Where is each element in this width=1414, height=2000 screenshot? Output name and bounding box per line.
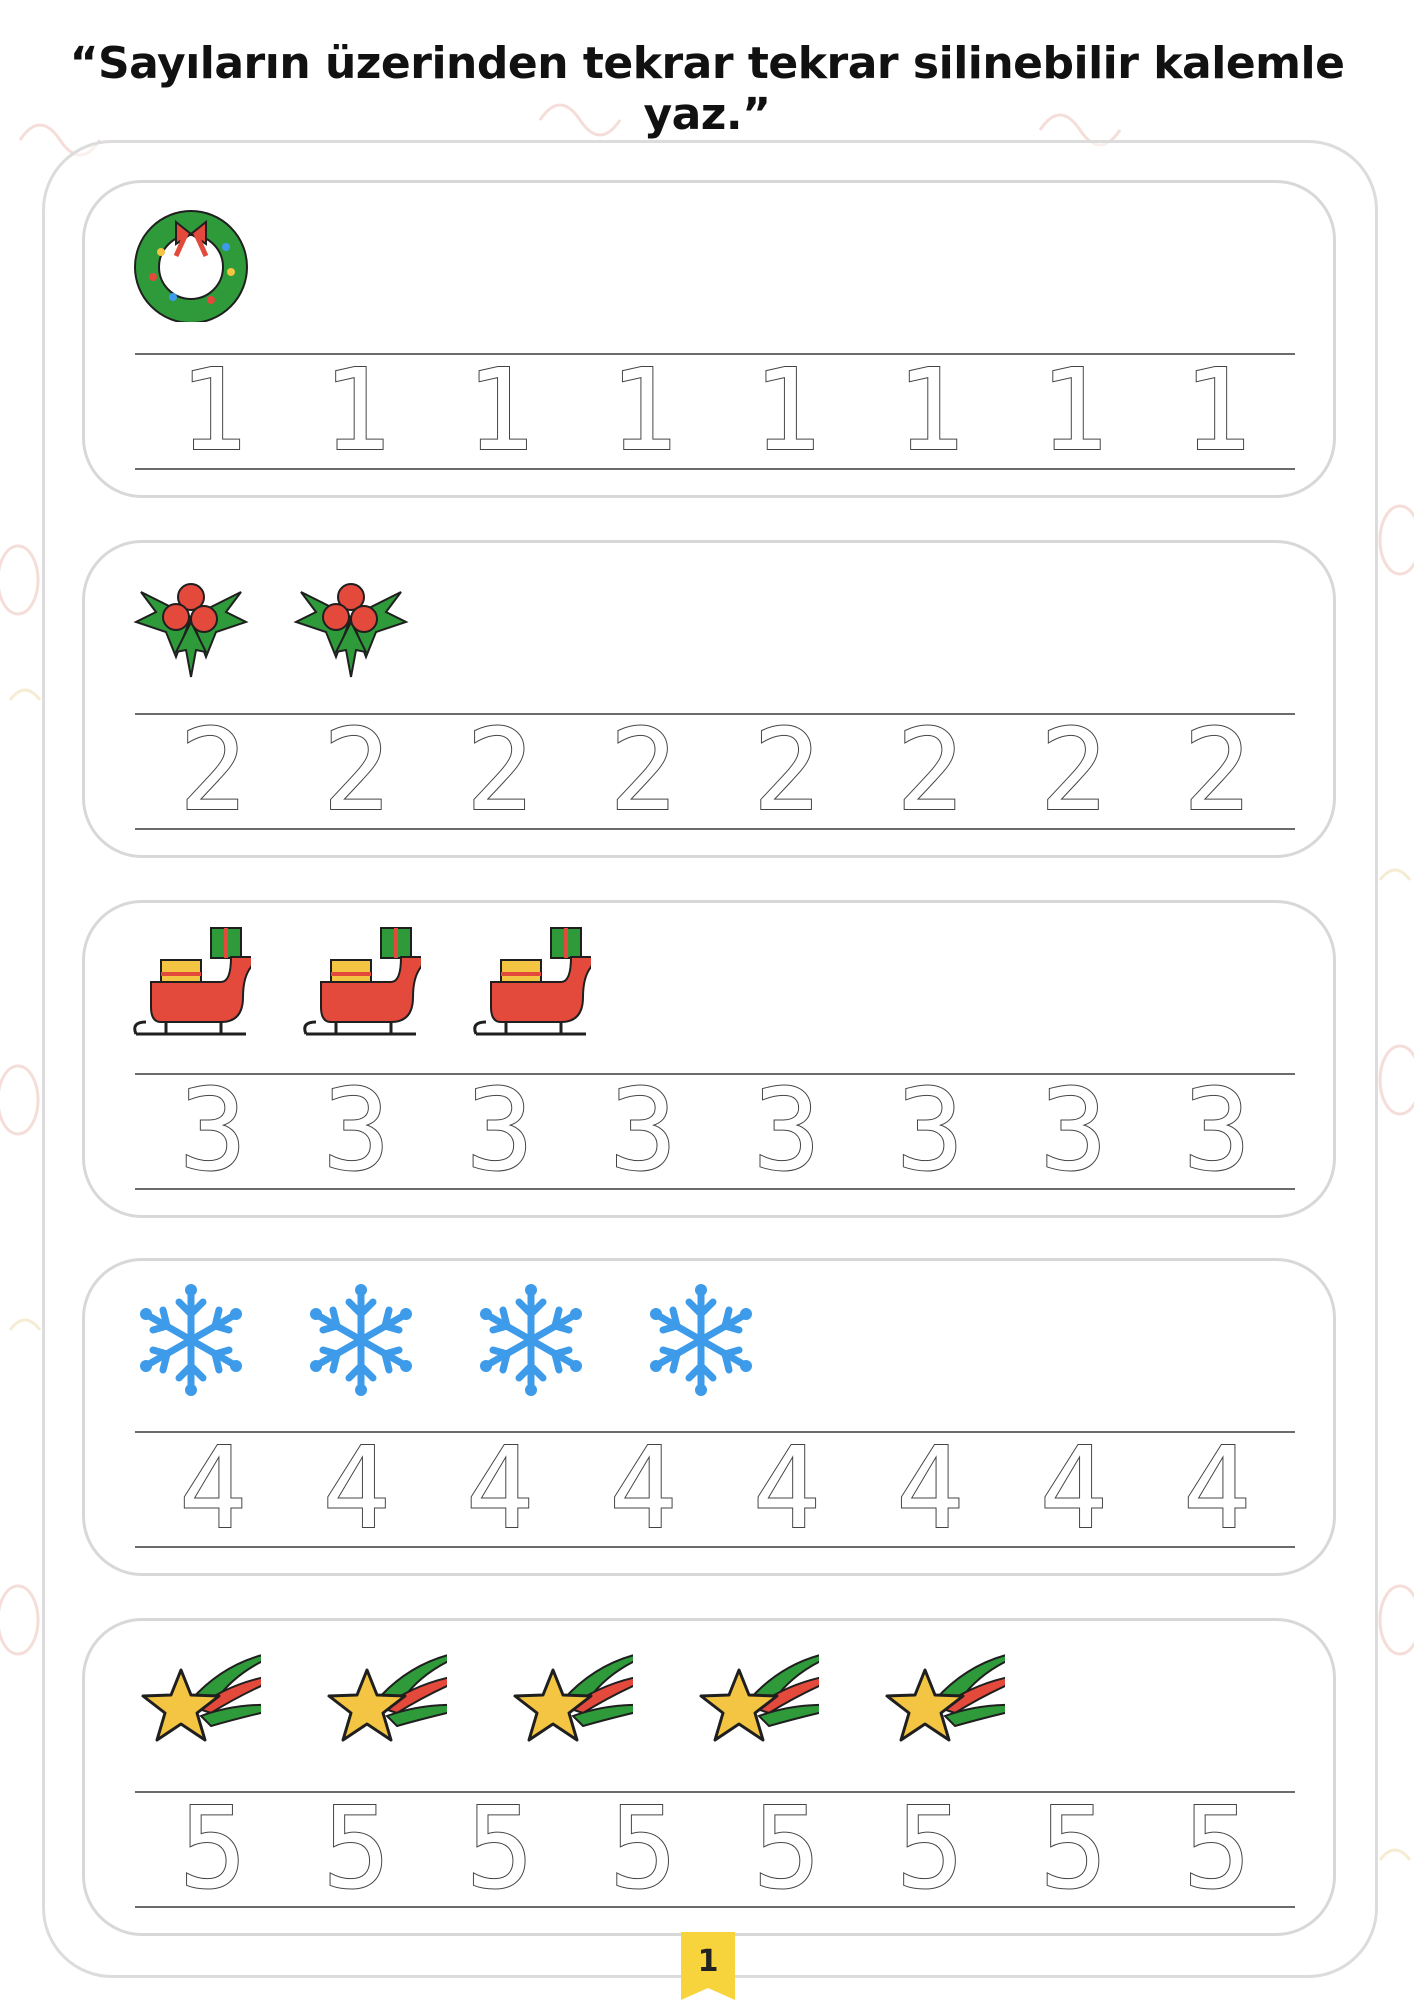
trace-digit[interactable]: 3: [896, 1066, 964, 1196]
tracing-line[interactable]: [135, 1424, 1295, 1554]
trace-digit[interactable]: 4: [179, 1424, 247, 1554]
shooting-star-icon: [141, 1640, 261, 1760]
picture-group: [131, 917, 591, 1047]
trace-digit[interactable]: 3: [322, 1066, 391, 1196]
trace-digit[interactable]: 1: [896, 346, 964, 476]
snowflake-icon: [641, 1280, 761, 1400]
trace-digit[interactable]: 5: [752, 1784, 821, 1914]
trace-digit[interactable]: 4: [322, 1424, 391, 1554]
trace-digit[interactable]: 5: [179, 1784, 247, 1914]
snowflake-icon: [131, 1280, 251, 1400]
row-number-2: [82, 540, 1336, 858]
trace-digit[interactable]: 1: [179, 346, 247, 476]
trace-digit[interactable]: 4: [896, 1424, 964, 1554]
trace-digit[interactable]: 4: [466, 1424, 534, 1554]
tracing-line[interactable]: [135, 346, 1295, 476]
trace-digit[interactable]: 2: [752, 706, 821, 836]
trace-digit[interactable]: 1: [609, 346, 677, 476]
instruction-title: “Sayıların üzerinden tekrar tekrar silinebilir kalemle yaz.”: [69, 38, 1345, 140]
trace-digit[interactable]: 5: [1039, 1784, 1108, 1914]
trace-digit[interactable]: 3: [752, 1066, 821, 1196]
sleigh-icon: [301, 922, 421, 1042]
trace-digit[interactable]: 4: [752, 1424, 821, 1554]
holly-icon: [131, 562, 251, 682]
row-number-1: [82, 180, 1336, 498]
trace-digit[interactable]: 3: [466, 1066, 534, 1196]
row-number-3: [82, 900, 1336, 1218]
trace-digit[interactable]: 5: [1183, 1784, 1251, 1914]
trace-digit[interactable]: 2: [179, 706, 247, 836]
trace-digit[interactable]: 4: [1183, 1424, 1251, 1554]
tracing-line[interactable]: [135, 1784, 1295, 1914]
trace-digit[interactable]: 3: [609, 1066, 677, 1196]
trace-digit[interactable]: 5: [609, 1784, 677, 1914]
trace-digit[interactable]: 3: [179, 1066, 247, 1196]
trace-digit[interactable]: 2: [322, 706, 391, 836]
trace-digit[interactable]: 3: [1039, 1066, 1108, 1196]
trace-digit[interactable]: 3: [1183, 1066, 1251, 1196]
trace-digit[interactable]: 1: [466, 346, 534, 476]
shooting-star-icon: [885, 1640, 1005, 1760]
trace-digit[interactable]: 5: [896, 1784, 964, 1914]
trace-digit[interactable]: 2: [1183, 706, 1251, 836]
sleigh-icon: [471, 922, 591, 1042]
trace-digit[interactable]: 2: [466, 706, 534, 836]
picture-group: [131, 557, 411, 687]
wreath-icon: [131, 202, 251, 322]
shooting-star-icon: [513, 1640, 633, 1760]
trace-digit[interactable]: 4: [609, 1424, 677, 1554]
picture-group: [141, 1635, 1005, 1765]
snowflake-icon: [301, 1280, 421, 1400]
page-number: 1: [697, 1944, 719, 1979]
row-number-5: [82, 1618, 1336, 1936]
trace-digit[interactable]: 2: [1039, 706, 1108, 836]
trace-digit[interactable]: 1: [322, 346, 391, 476]
tracing-line[interactable]: [135, 706, 1295, 836]
trace-digit[interactable]: 2: [609, 706, 677, 836]
picture-group: [131, 197, 251, 327]
snowflake-icon: [471, 1280, 591, 1400]
holly-icon: [291, 562, 411, 682]
trace-digit[interactable]: 5: [466, 1784, 534, 1914]
trace-digit[interactable]: 4: [1039, 1424, 1108, 1554]
shooting-star-icon: [699, 1640, 819, 1760]
trace-digit[interactable]: 1: [1039, 346, 1108, 476]
trace-digit[interactable]: 1: [1183, 346, 1251, 476]
trace-digit[interactable]: 1: [752, 346, 821, 476]
trace-digit[interactable]: 2: [896, 706, 964, 836]
sleigh-icon: [131, 922, 251, 1042]
shooting-star-icon: [327, 1640, 447, 1760]
tracing-line[interactable]: [135, 1066, 1295, 1196]
row-number-4: [82, 1258, 1336, 1576]
trace-digit[interactable]: 5: [322, 1784, 391, 1914]
picture-group: [131, 1275, 761, 1405]
